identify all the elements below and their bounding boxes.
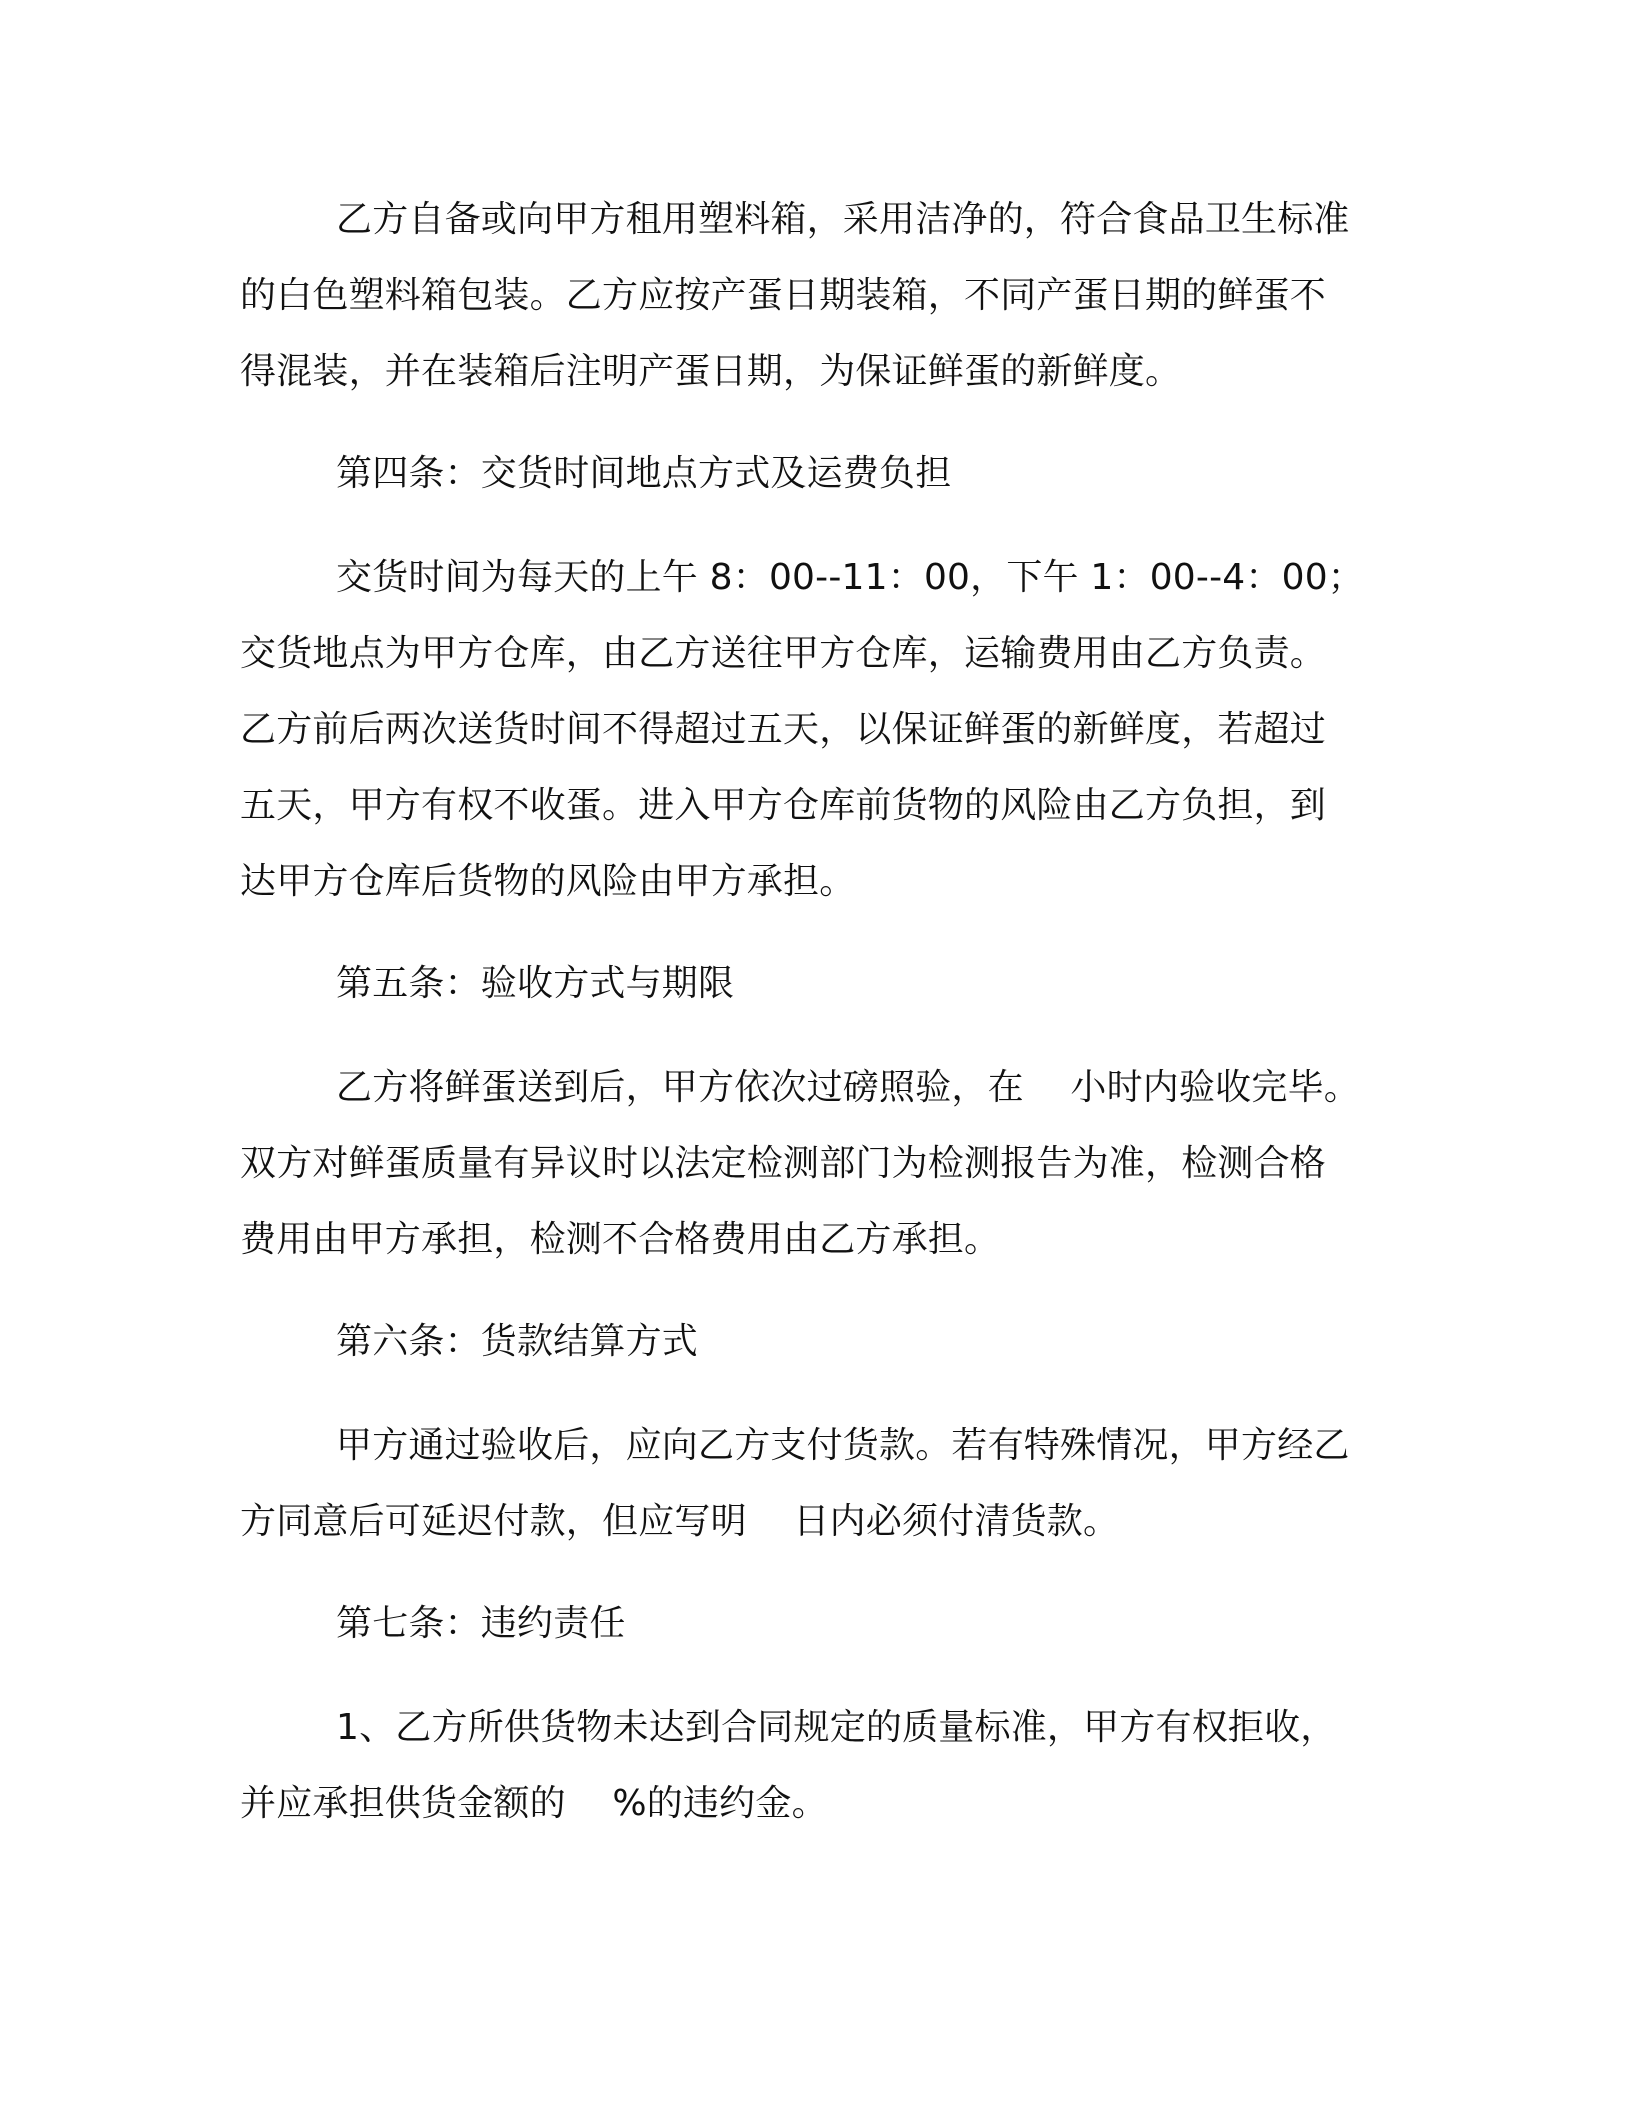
article7-item1-line-2: 并应承担供货金额的 %的违约金。 (240, 1783, 828, 1824)
article6-heading: 第六条：货款结算方式 (336, 1321, 699, 1362)
packaging-line-3: 得混装，并在装箱后注明产蛋日期，为保证鲜蛋的新鲜度。 (240, 351, 1182, 392)
article6-line-2: 方同意后可延迟付款，但应写明 日内必须付清货款。 (240, 1501, 1120, 1542)
article5-line-1: 乙方将鲜蛋送到后，甲方依次过磅照验，在 小时内验收完毕。 (336, 1067, 1360, 1108)
article4-line-1: 交货时间为每天的上午 8：00--11：00，下午 1：00--4：00； (336, 557, 1365, 598)
article4-line-5: 达甲方仓库后货物的风险由甲方承担。 (240, 861, 856, 902)
article6-line-1: 甲方通过验收后，应向乙方支付货款。若有特殊情况，甲方经乙 (336, 1425, 1350, 1466)
article5-line-2: 双方对鲜蛋质量有异议时以法定检测部门为检测报告为准，检测合格 (240, 1143, 1327, 1184)
article4-line-3: 乙方前后两次送货时间不得超过五天，以保证鲜蛋的新鲜度，若超过 (240, 709, 1327, 750)
article4-line-2: 交货地点为甲方仓库，由乙方送往甲方仓库，运输费用由乙方负责。 (240, 633, 1327, 674)
article5-heading: 第五条：验收方式与期限 (336, 963, 735, 1004)
article4-heading: 第四条：交货时间地点方式及运费负担 (336, 453, 952, 494)
article4-line-4: 五天，甲方有权不收蛋。进入甲方仓库前货物的风险由乙方负担，到 (240, 785, 1327, 826)
article5-line-3: 费用由甲方承担，检测不合格费用由乙方承担。 (240, 1219, 1001, 1260)
packaging-line-1: 乙方自备或向甲方租用塑料箱，采用洁净的，符合食品卫生标准 (336, 199, 1350, 240)
article7-item1-line-1: 1、乙方所供货物未达到合同规定的质量标准，甲方有权拒收， (336, 1707, 1337, 1748)
packaging-line-2: 的白色塑料箱包装。乙方应按产蛋日期装箱，不同产蛋日期的鲜蛋不 (240, 275, 1327, 316)
article7-heading: 第七条：违约责任 (336, 1603, 626, 1644)
